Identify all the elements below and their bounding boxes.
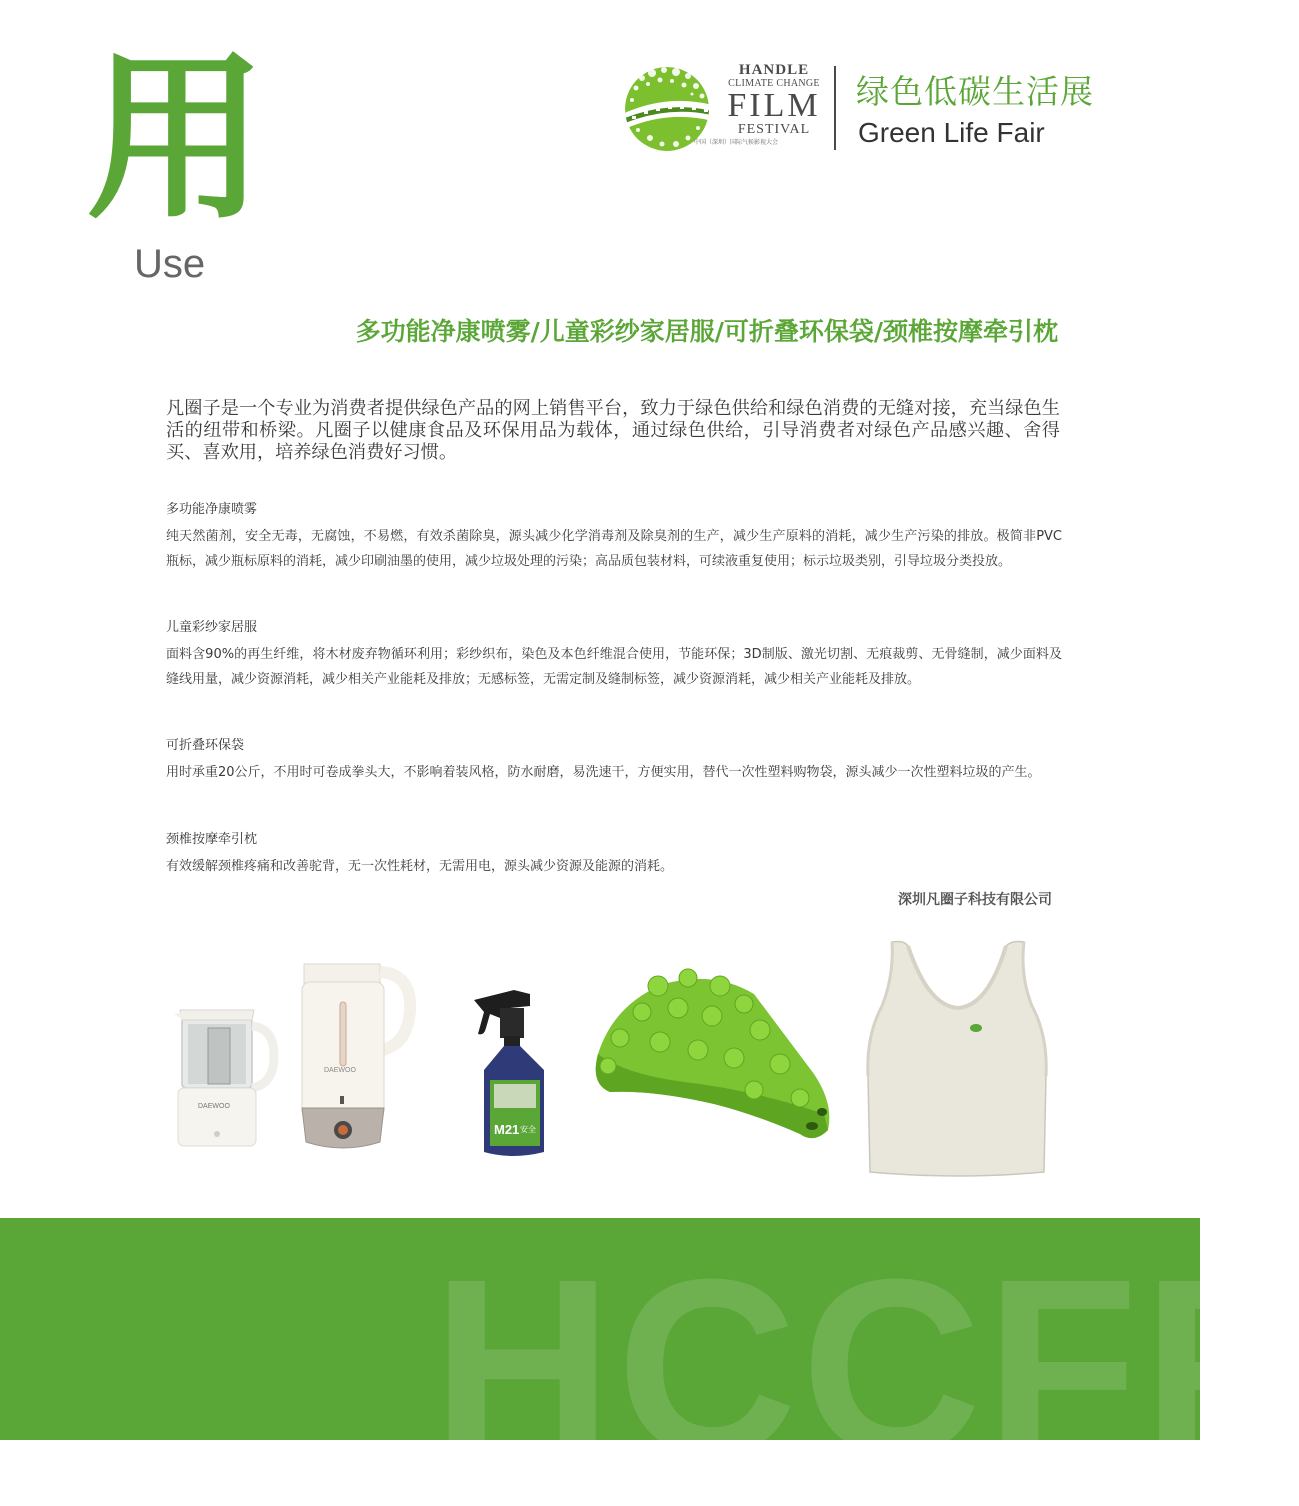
blender-image bbox=[296, 958, 416, 1154]
company-intro: 凡圈子是一个专业为消费者提供绿色产品的网上销售平台，致力于绿色供给和绿色消费的无缝对接，充当绿色生活的纽带和桥梁。凡圈子以健康食品及环保用品为载体，通过绿色供给，引导消费者对绿色产品感兴趣、舍得买、喜欢用，培养绿色消费好习惯。 bbox=[166, 398, 1060, 463]
section-body: 有效缓解颈椎疼痛和改善驼背，无一次性耗材，无需用电，源头减少资源及能源的消耗。 bbox=[166, 859, 674, 874]
health-kettle-image bbox=[170, 1002, 280, 1152]
spray-label-safe: 安全 bbox=[520, 1125, 536, 1134]
section-title: 儿童彩纱家居服 bbox=[166, 620, 258, 635]
section-bag bbox=[166, 736, 1062, 785]
kettle-brand: DAEWOO bbox=[198, 1103, 230, 1110]
logo-line-cn: 中国（深圳）国际气候影视大会 bbox=[694, 139, 779, 146]
logo-line-festival: FESTIVAL bbox=[737, 122, 811, 137]
kids-homewear-vest-image bbox=[858, 936, 1058, 1176]
spray-bottle-image bbox=[470, 984, 560, 1160]
logo-line-film: FILM bbox=[727, 87, 821, 124]
section-title-char: 用 bbox=[86, 35, 263, 244]
section-title: 颈椎按摩牵引枕 bbox=[166, 832, 258, 847]
spray-label-m21: M21 bbox=[494, 1122, 520, 1137]
section-body: 面料含90%的再生纤维，将木材废弃物循环利用；彩纱织布，染色及本色纤维混合使用，节能环保；3D制版、激光切割、无痕裁剪、无骨缝制，减少面料及缝线用量，减少资源消耗，减少相关产业能耗及排放；无感标签，无需定制及缝制标签，减少资源消耗，减少相关产业能耗及排放。 bbox=[166, 647, 1062, 687]
fair-title-en: Green Life Fair bbox=[858, 117, 1045, 148]
fair-title-cn: 绿色低碳生活展 bbox=[856, 72, 1094, 111]
logo-wordmark bbox=[694, 62, 834, 148]
section-body: 纯天然菌剂，安全无毒，无腐蚀，不易燃，有效杀菌除臭，源头减少化学消毒剂及除臭剂的生产，减少生产原料的消耗，减少生产污染的排放。极简非PVC瓶标，减少瓶标原料的消耗，减少印刷油墨的使用，减少垃圾处理的污染；高品质包装材料，可续液重复使用；标示垃圾类别，引导垃圾分类投放。 bbox=[166, 529, 1062, 569]
footer-band bbox=[0, 1218, 1299, 1506]
logo-divider bbox=[834, 66, 836, 150]
company-name: 深圳凡圈子科技有限公司 bbox=[898, 892, 1052, 908]
logo-line-handle: HANDLE bbox=[738, 62, 810, 78]
section-spray bbox=[166, 500, 1062, 574]
section-title: 可折叠环保袋 bbox=[166, 738, 245, 753]
footer-watermark: HCCFF bbox=[432, 1227, 1299, 1506]
festival-logo bbox=[622, 58, 1142, 158]
section-pillow bbox=[166, 830, 1062, 879]
section-title-en: Use bbox=[134, 242, 206, 286]
product-headline: 多功能净康喷雾/儿童彩纱家居服/可折叠环保袋/颈椎按摩牵引枕 bbox=[355, 317, 1058, 346]
product-photos bbox=[0, 930, 1200, 1190]
section-body: 用时承重20公斤，不用时可卷成拳头大，不影响着装风格，防水耐磨，易洗速干，方便实用，替代一次性塑料购物袋，源头减少一次性塑料垃圾的产生。 bbox=[166, 765, 1041, 780]
blender-brand: DAEWOO bbox=[324, 1067, 356, 1074]
section-kidswear bbox=[166, 618, 1062, 692]
section-title: 多功能净康喷雾 bbox=[166, 502, 258, 517]
logo-line-climate: CLIMATE CHANGE bbox=[728, 78, 820, 89]
neck-massage-pillow-image bbox=[584, 964, 844, 1150]
